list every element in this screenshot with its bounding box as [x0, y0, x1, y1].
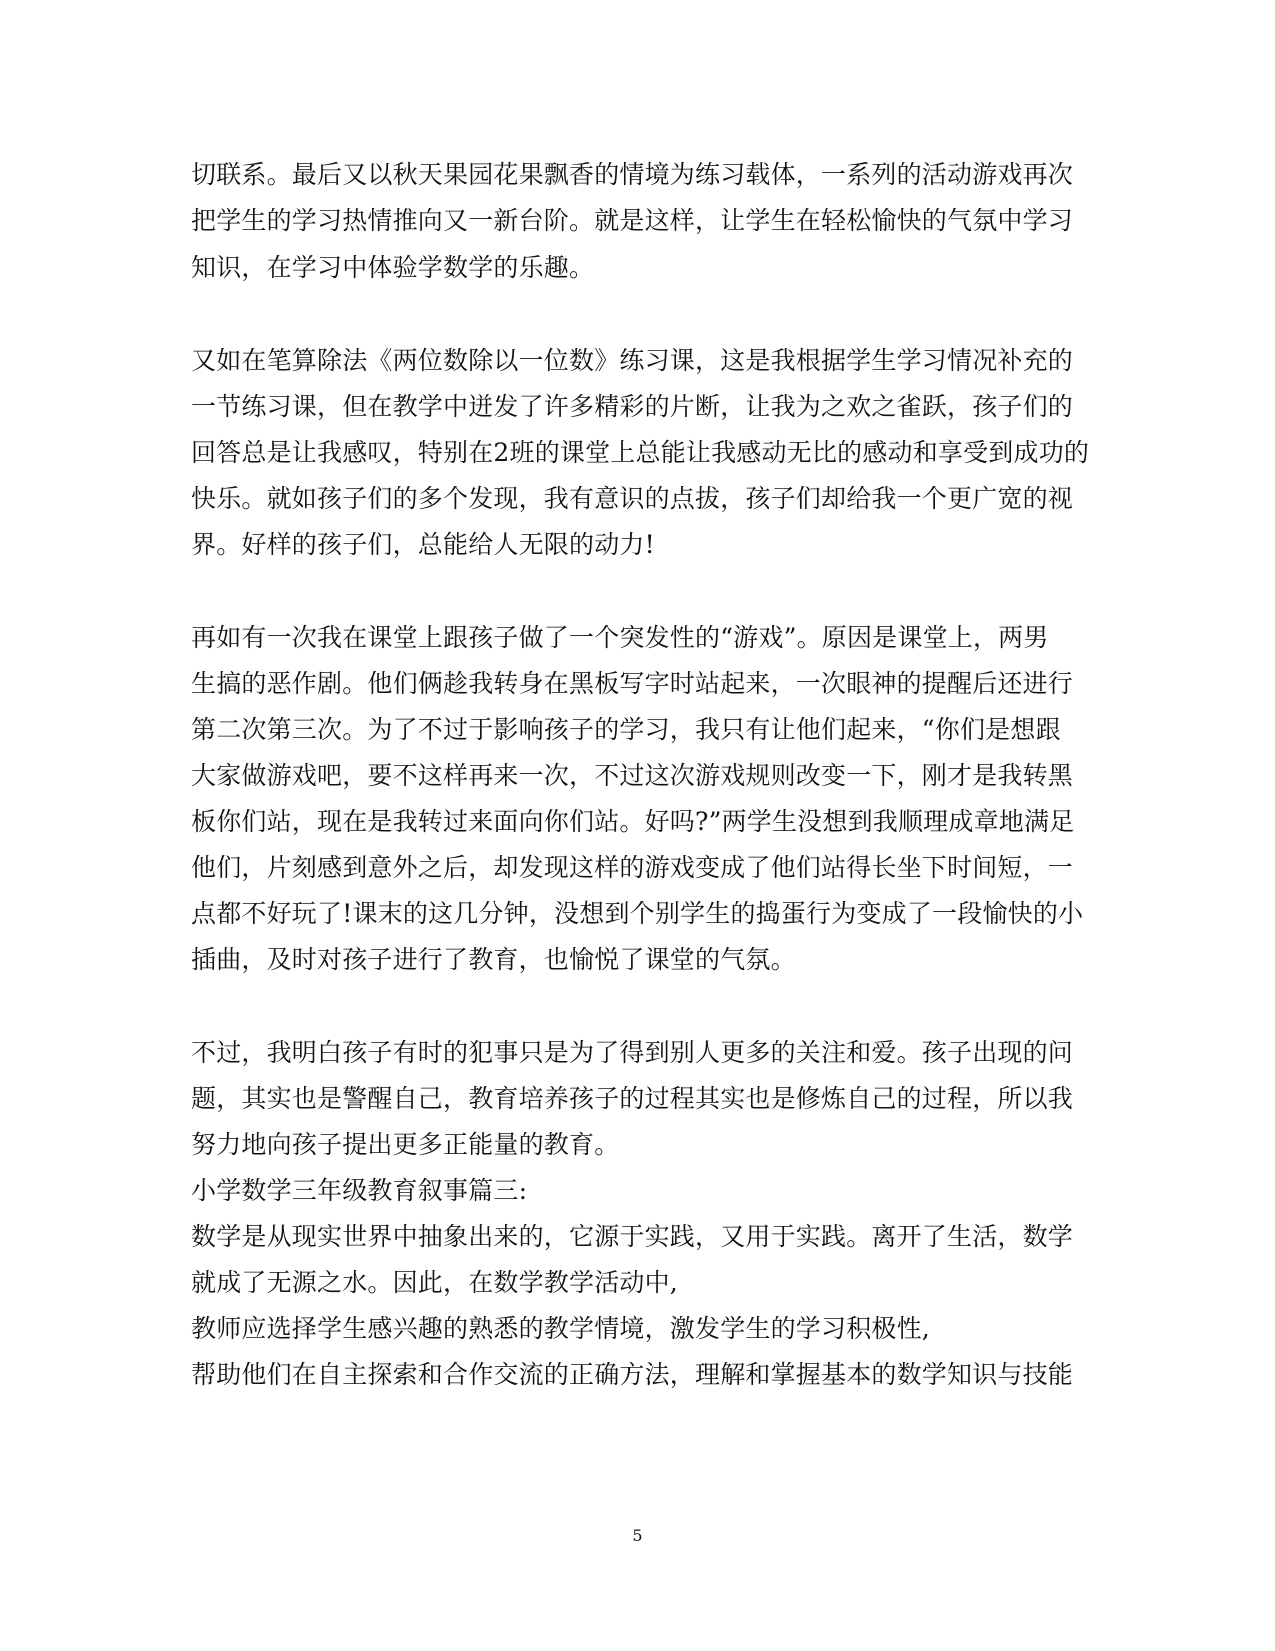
text-line: 点都不好玩了!课末的这几分钟，没想到个别学生的捣蛋行为变成了一段愉快的小 [191, 899, 1084, 928]
text-line: 不过，我明白孩子有时的犯事只是为了得到别人更多的关注和爱。孩子出现的问 [191, 1038, 1074, 1067]
text-line: 一节练习课，但在教学中迸发了许多精彩的片断，让我为之欢之雀跃，孩子们的 [191, 392, 1074, 421]
text-line: 板你们站，现在是我转过来面向你们站。好吗?”两学生没想到我顺理成章地满足 [191, 807, 1075, 836]
text-line: 就成了无源之水。因此，在数学教学活动中, [191, 1268, 678, 1297]
text-line: 知识，在学习中体验学数学的乐趣。 [191, 253, 595, 282]
text-line: 教师应选择学生感兴趣的熟悉的教学情境，激发学生的学习积极性, [191, 1314, 930, 1343]
text-line: 又如在笔算除法《两位数除以一位数》练习课，这是我根据学生学习情况补充的 [191, 346, 1074, 375]
text-line: 界。好样的孩子们，总能给人无限的动力! [191, 530, 655, 559]
text-line: 再如有一次我在课堂上跟孩子做了一个突发性的“游戏”。原因是课堂上，两男 [191, 623, 1049, 652]
text-line: 他们，片刻感到意外之后，却发现这样的游戏变成了他们站得长坐下时间短，一 [191, 853, 1074, 882]
text-line: 努力地向孩子提出更多正能量的教育。 [191, 1130, 620, 1159]
text-line: 题，其实也是警醒自己，教育培养孩子的过程其实也是修炼自己的过程，所以我 [191, 1084, 1074, 1113]
text-line: 生搞的恶作剧。他们俩趁我转身在黑板写字时站起来，一次眼神的提醒后还进行 [191, 669, 1074, 698]
text-line: 快乐。就如孩子们的多个发现，我有意识的点拔，孩子们却给我一个更广宽的视 [191, 484, 1074, 513]
section-heading: 小学数学三年级教育叙事篇三: [191, 1176, 528, 1205]
text-line: 帮助他们在自主探索和合作交流的正确方法，理解和掌握基本的数学知识与技能 [191, 1360, 1074, 1389]
text-line: 第二次第三次。为了不过于影响孩子的学习，我只有让他们起来，“你们是想跟 [191, 715, 1061, 744]
text-line: 切联系。最后又以秋天果园花果飘香的情境为练习载体，一系列的活动游戏再次 [191, 160, 1074, 189]
text-line: 数学是从现实世界中抽象出来的，它源于实践，又用于实践。离开了生活，数学 [191, 1222, 1074, 1251]
text-line: 插曲，及时对孩子进行了教育，也愉悦了课堂的气氛。 [191, 945, 796, 974]
text-line: 大家做游戏吧，要不这样再来一次，不过这次游戏规则改变一下，刚才是我转黑 [191, 761, 1074, 790]
text-line: 把学生的学习热情推向又一新台阶。就是这样，让学生在轻松愉快的气氛中学习 [191, 206, 1074, 235]
page-number: 5 [632, 1526, 643, 1545]
text-line: 回答总是让我感叹，特别在2班的课堂上总能让我感动无比的感动和享受到成功的 [191, 438, 1090, 467]
